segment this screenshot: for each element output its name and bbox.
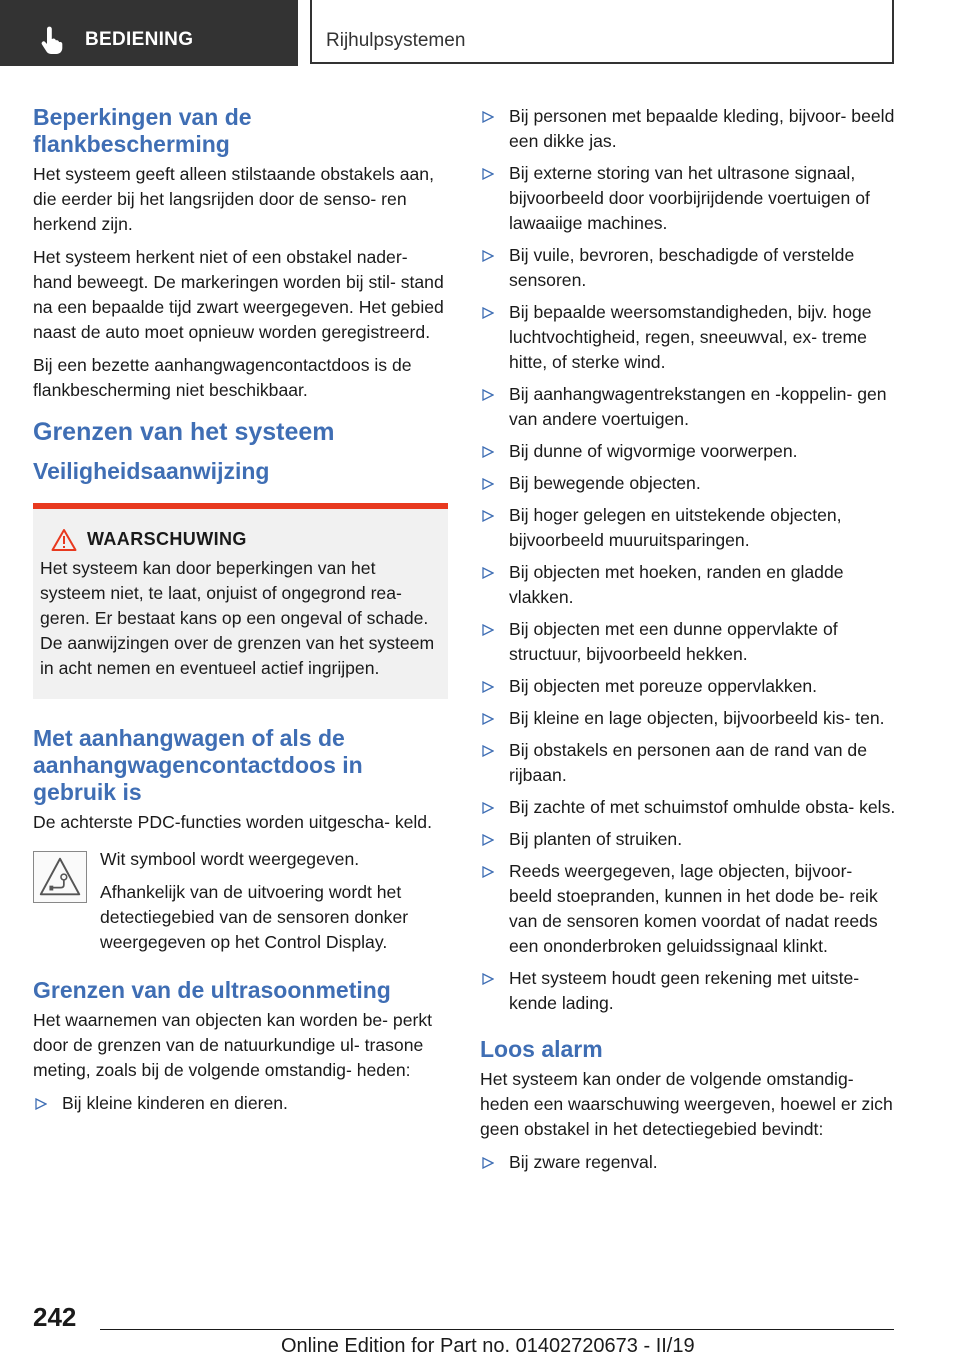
triangle-bullet-icon [482, 624, 494, 636]
triangle-bullet-icon [482, 510, 494, 522]
list-item [480, 560, 898, 610]
list-item [480, 859, 898, 959]
false-alarm-paragraph: Het systeem kan onder de volgende omstandig‐ heden een waarschuwing weergeven, hoewel er zich geen obstakel in het detectiegebied bevindt: [480, 1069, 893, 1139]
list-item-text: Het systeem houdt geen rekening met uitste‐ kende lading. [509, 968, 860, 1013]
triangle-bullet-icon [482, 973, 494, 985]
list-item [480, 300, 898, 375]
warning-triangle-icon [51, 528, 77, 552]
list-item [480, 382, 898, 432]
edition-text: Online Edition for Part no. 01402720673 - II/19 [281, 1335, 695, 1357]
warning-title: WAARSCHUWING [87, 529, 247, 549]
warning-title-row [40, 527, 441, 552]
triangle-bullet-icon [482, 567, 494, 579]
list-item [480, 471, 898, 496]
ultrasound-paragraph: Het waarnemen van objecten kan worden be‐ perkt door de grenzen van de natuurkundige ul‐ trasone meting, zoals bij de volgende omstandig‐ heden: [33, 1010, 433, 1080]
chapter-title: Rijhulpsystemen [326, 30, 466, 51]
list-item-text: Bij kleine en lage objecten, bijvoorbeeld kis‐ ten. [509, 708, 885, 728]
list-item [480, 827, 898, 852]
triangle-bullet-icon [482, 745, 494, 757]
triangle-bullet-icon [482, 250, 494, 262]
section-title: BEDIENING [85, 29, 194, 50]
triangle-bullet-icon [482, 681, 494, 693]
list-item-text: Bij externe storing van het ultrasone signaal, bijvoorbeeld door voorbijrijdende voertuigen of lawaaiige machines. [509, 163, 870, 233]
triangle-bullet-icon [482, 389, 494, 401]
flank-paragraph-1: Het systeem geeft alleen stilstaande obstakels aan, die eerder bij het langsrijden door de senso‐ ren herkend zijn. [33, 164, 434, 234]
list-item-text: Bij aanhangwagentrekstangen en -koppelin‐ gen van andere voertuigen. [509, 384, 887, 429]
flank-heading: Beperkingen van de flankbescherming [33, 104, 252, 157]
triangle-bullet-icon [482, 713, 494, 725]
trailer-paragraph-3a [100, 880, 448, 955]
list-item [480, 738, 898, 788]
section-tab [0, 0, 298, 66]
triangle-bullet-icon [482, 111, 494, 123]
triangle-bullet-icon [482, 168, 494, 180]
list-item-text: Bij vuile, bevroren, beschadigde of verstelde sensoren. [509, 245, 855, 290]
page-header [0, 0, 960, 66]
hand-pointer-icon [38, 26, 68, 56]
ultrasound-list-right [480, 104, 898, 1016]
triangle-bullet-icon [482, 446, 494, 458]
list-item-text: Reeds weergegeven, lage objecten, bijvoor‐ beeld stoepranden, kunnen in het dode be‐ reik van de sensoren komen voordat of nadat reeds een ononderbroken geluidssignaal klinkt. [509, 861, 878, 956]
triangle-bullet-icon [482, 834, 494, 846]
list-item-text: Bij zware regenval. [509, 1152, 658, 1172]
warning-box [33, 503, 448, 699]
left-column [33, 104, 448, 1123]
page-footer [0, 1290, 960, 1362]
list-item [480, 1150, 898, 1175]
list-item-text: Bij objecten met poreuze oppervlakken. [509, 676, 818, 696]
triangle-bullet-icon [482, 478, 494, 490]
triangle-bullet-icon [35, 1098, 47, 1110]
list-item [480, 674, 898, 699]
ultrasound-list-left [33, 1091, 448, 1116]
trailer-paragraph-1: De achterste PDC-functies worden uitgescha‐ keld. [33, 812, 432, 832]
trailer-symbol-frame [33, 851, 87, 903]
list-item-text: Bij personen met bepaalde kleding, bijvoor‐ beeld een dikke jas. [509, 106, 895, 151]
list-item-text: Bij objecten met een dunne oppervlakte of structuur, bijvoorbeeld hekken. [509, 619, 838, 664]
trailer-paragraph-3: Afhankelijk van de uitvoering wordt het detectiegebied van de sensoren donker weergegeven op het Control Display. [100, 882, 409, 952]
list-item-text: Bij objecten met hoeken, randen en gladde vlakken. [509, 562, 844, 607]
list-item [480, 617, 898, 667]
triangle-bullet-icon [482, 307, 494, 319]
list-item-text: Bij hoger gelegen en uitstekende objecten, bijvoorbeeld muuruitsparingen. [509, 505, 842, 550]
trailer-paragraph-2: Wit symbool wordt weergegeven. [100, 849, 360, 869]
list-item-text: Bij bewegende objecten. [509, 473, 701, 493]
false-alarm-heading: Loos alarm [480, 1036, 603, 1062]
list-item [480, 706, 898, 731]
list-item-text: Bij zachte of met schuimstof omhulde obsta‐ kels. [509, 797, 896, 817]
limits-heading: Grenzen van het systeem [33, 418, 335, 446]
list-item-text: Bij dunne of wigvormige voorwerpen. [509, 441, 798, 461]
list-item [480, 795, 898, 820]
ultrasound-heading: Grenzen van de ultrasoonmeting [33, 977, 391, 1003]
safety-heading: Veiligheidsaanwijzing [33, 458, 270, 484]
list-item [480, 966, 898, 1016]
triangle-bullet-icon [482, 802, 494, 814]
flank-paragraph-2: Het systeem herkent niet of een obstakel nader‐ hand beweegt. De markeringen worden bij stil‐ stand na een bepaalde tijd zwart weergegeven. Het gebied naast de auto moet opnieuw worden geregistreerd. [33, 247, 444, 342]
right-column [480, 104, 898, 1182]
warning-text: Het systeem kan door beperkingen van het systeem niet, te laat, onjuist of ongegrond rea‐ geren. Er bestaat kans op een ongeval of schade. De aanwijzingen over de grenzen van het systeem in acht nemen en eventueel actief ingrijpen. [40, 558, 435, 678]
trailer-hitch-warning-icon [34, 852, 86, 902]
false-alarm-list [480, 1150, 898, 1175]
flank-paragraph-3: Bij een bezette aanhangwagencontactdoos is de flankbescherming niet beschikbaar. [33, 355, 412, 400]
list-item [480, 243, 898, 293]
list-item-text: Bij planten of struiken. [509, 829, 683, 849]
list-item-text: Bij kleine kinderen en dieren. [62, 1093, 288, 1113]
chapter-tab [310, 0, 894, 64]
list-item-text: Bij obstakels en personen aan de rand van de rijbaan. [509, 740, 867, 785]
list-item [480, 104, 898, 154]
list-item-text: Bij bepaalde weersomstandigheden, bijv. hoge luchtvochtigheid, regen, sneeuwval, ex‐ treme hitte, of sterke wind. [509, 302, 872, 372]
footer-rule [100, 1329, 894, 1330]
triangle-bullet-icon [482, 866, 494, 878]
list-item [480, 503, 898, 553]
page-number: 242 [33, 1302, 77, 1332]
trailer-heading: Met aanhangwagen of als de aanhangwagencontactdoos in gebruik is [33, 725, 363, 805]
list-item [480, 161, 898, 236]
list-item [480, 439, 898, 464]
triangle-bullet-icon [482, 1157, 494, 1169]
trailer-symbol-row [33, 843, 448, 955]
list-item [33, 1091, 448, 1116]
